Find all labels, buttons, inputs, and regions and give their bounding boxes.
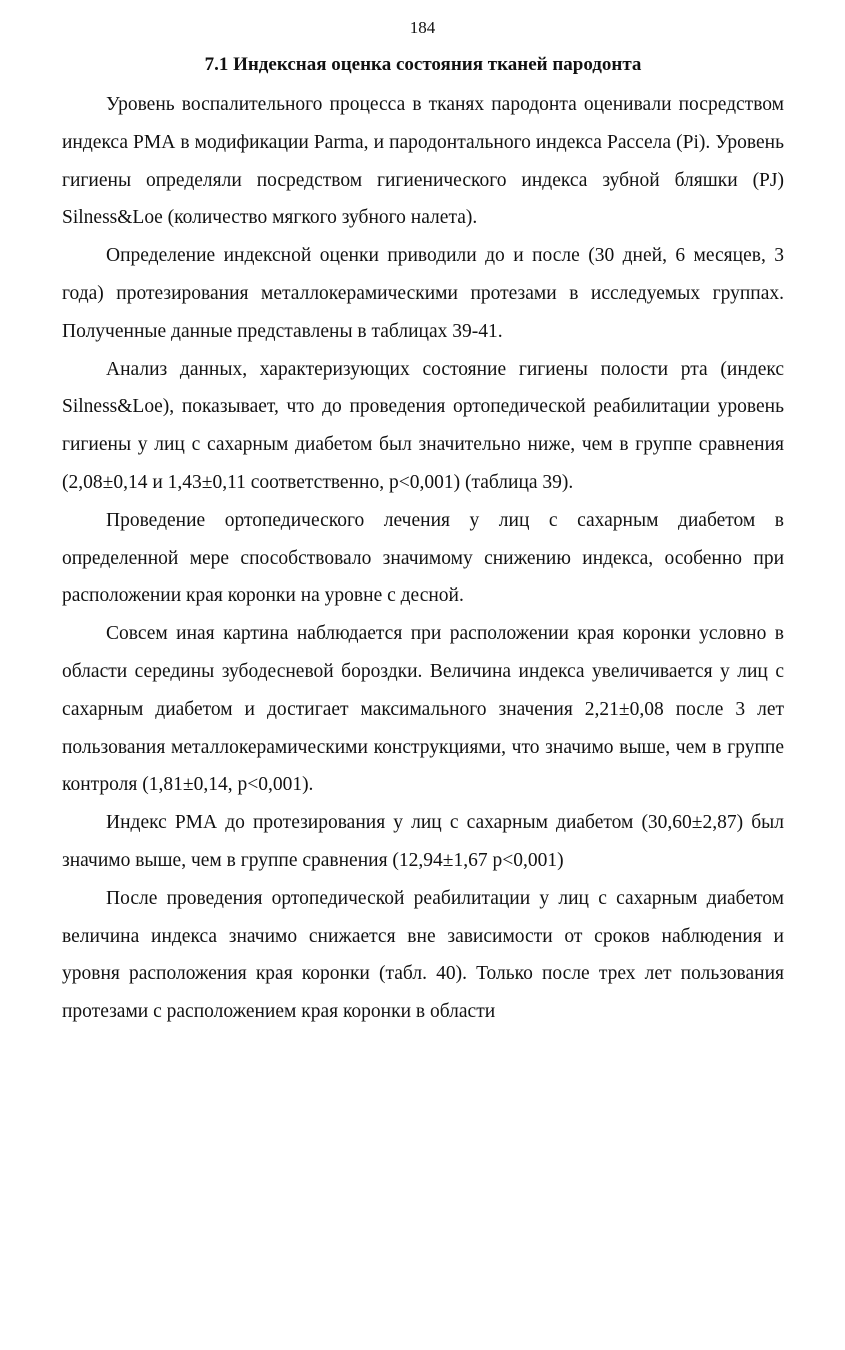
paragraph: Уровень воспалительного процесса в тканях пародонта оценивали посредством индекса РМА в модификации Parma, и пародонтального индекса Рассела (Pi). Уровень гигиены определяли посредством гигиенического индекса зубной бляшки (PJ) Silness&Loe (количество мягкого зубного налета). <box>62 94 784 229</box>
paragraph: Индекс РМА до протезирования у лиц с сахарным диабетом (30,60±2,87) был значимо выше, чем в группе сравнения (12,94±1,67 р<0,001) <box>62 812 784 871</box>
paragraph: Анализ данных, характеризующих состояние гигиены полости рта (индекс Silness&Loe), показывает, что до проведения ортопедической реабилитации уровень гигиены у лиц с сахарным диабетом был значительно ниже, чем в группе сравнения (2,08±0,14 и 1,43±0,11 соответственно, р<0,001) (таблица 39). <box>62 358 784 493</box>
paragraph: После проведения ортопедической реабилитации у лиц с сахарным диабетом величина индекса значимо снижается вне зависимости от сроков наблюдения и уровня расположения края коронки (табл. 40). Только после трех лет пользования протезами с расположением края коронки в области <box>62 887 784 1023</box>
paragraph: Совсем иная картина наблюдается при расположении края коронки условно в области середины зубодесневой бороздки. Величина индекса увеличивается у лиц с сахарным диабетом и достигает максимального значения 2,21±0,08 после 3 лет пользования металлокерамическими конструкциями, что значимо выше, чем в группе контроля (1,81±0,14, р<0,001). <box>62 623 784 796</box>
page-number: 184 <box>409 18 436 37</box>
body-text <box>62 86 784 1031</box>
paragraph: Определение индексной оценки приводили до и после (30 дней, 6 месяцев, 3 года) протезирования металлокерамическими протезами в исследуемых группах. Полученные данные представлены в таблицах 39-41. <box>62 245 784 342</box>
section-title: 7.1 Индексная оценка состояния тканей пародонта <box>204 54 642 75</box>
paragraph: Проведение ортопедического лечения у лиц с сахарным диабетом в определенной мере способствовало значимому снижению индекса, особенно при расположении края коронки на уровне с десной. <box>62 509 784 607</box>
